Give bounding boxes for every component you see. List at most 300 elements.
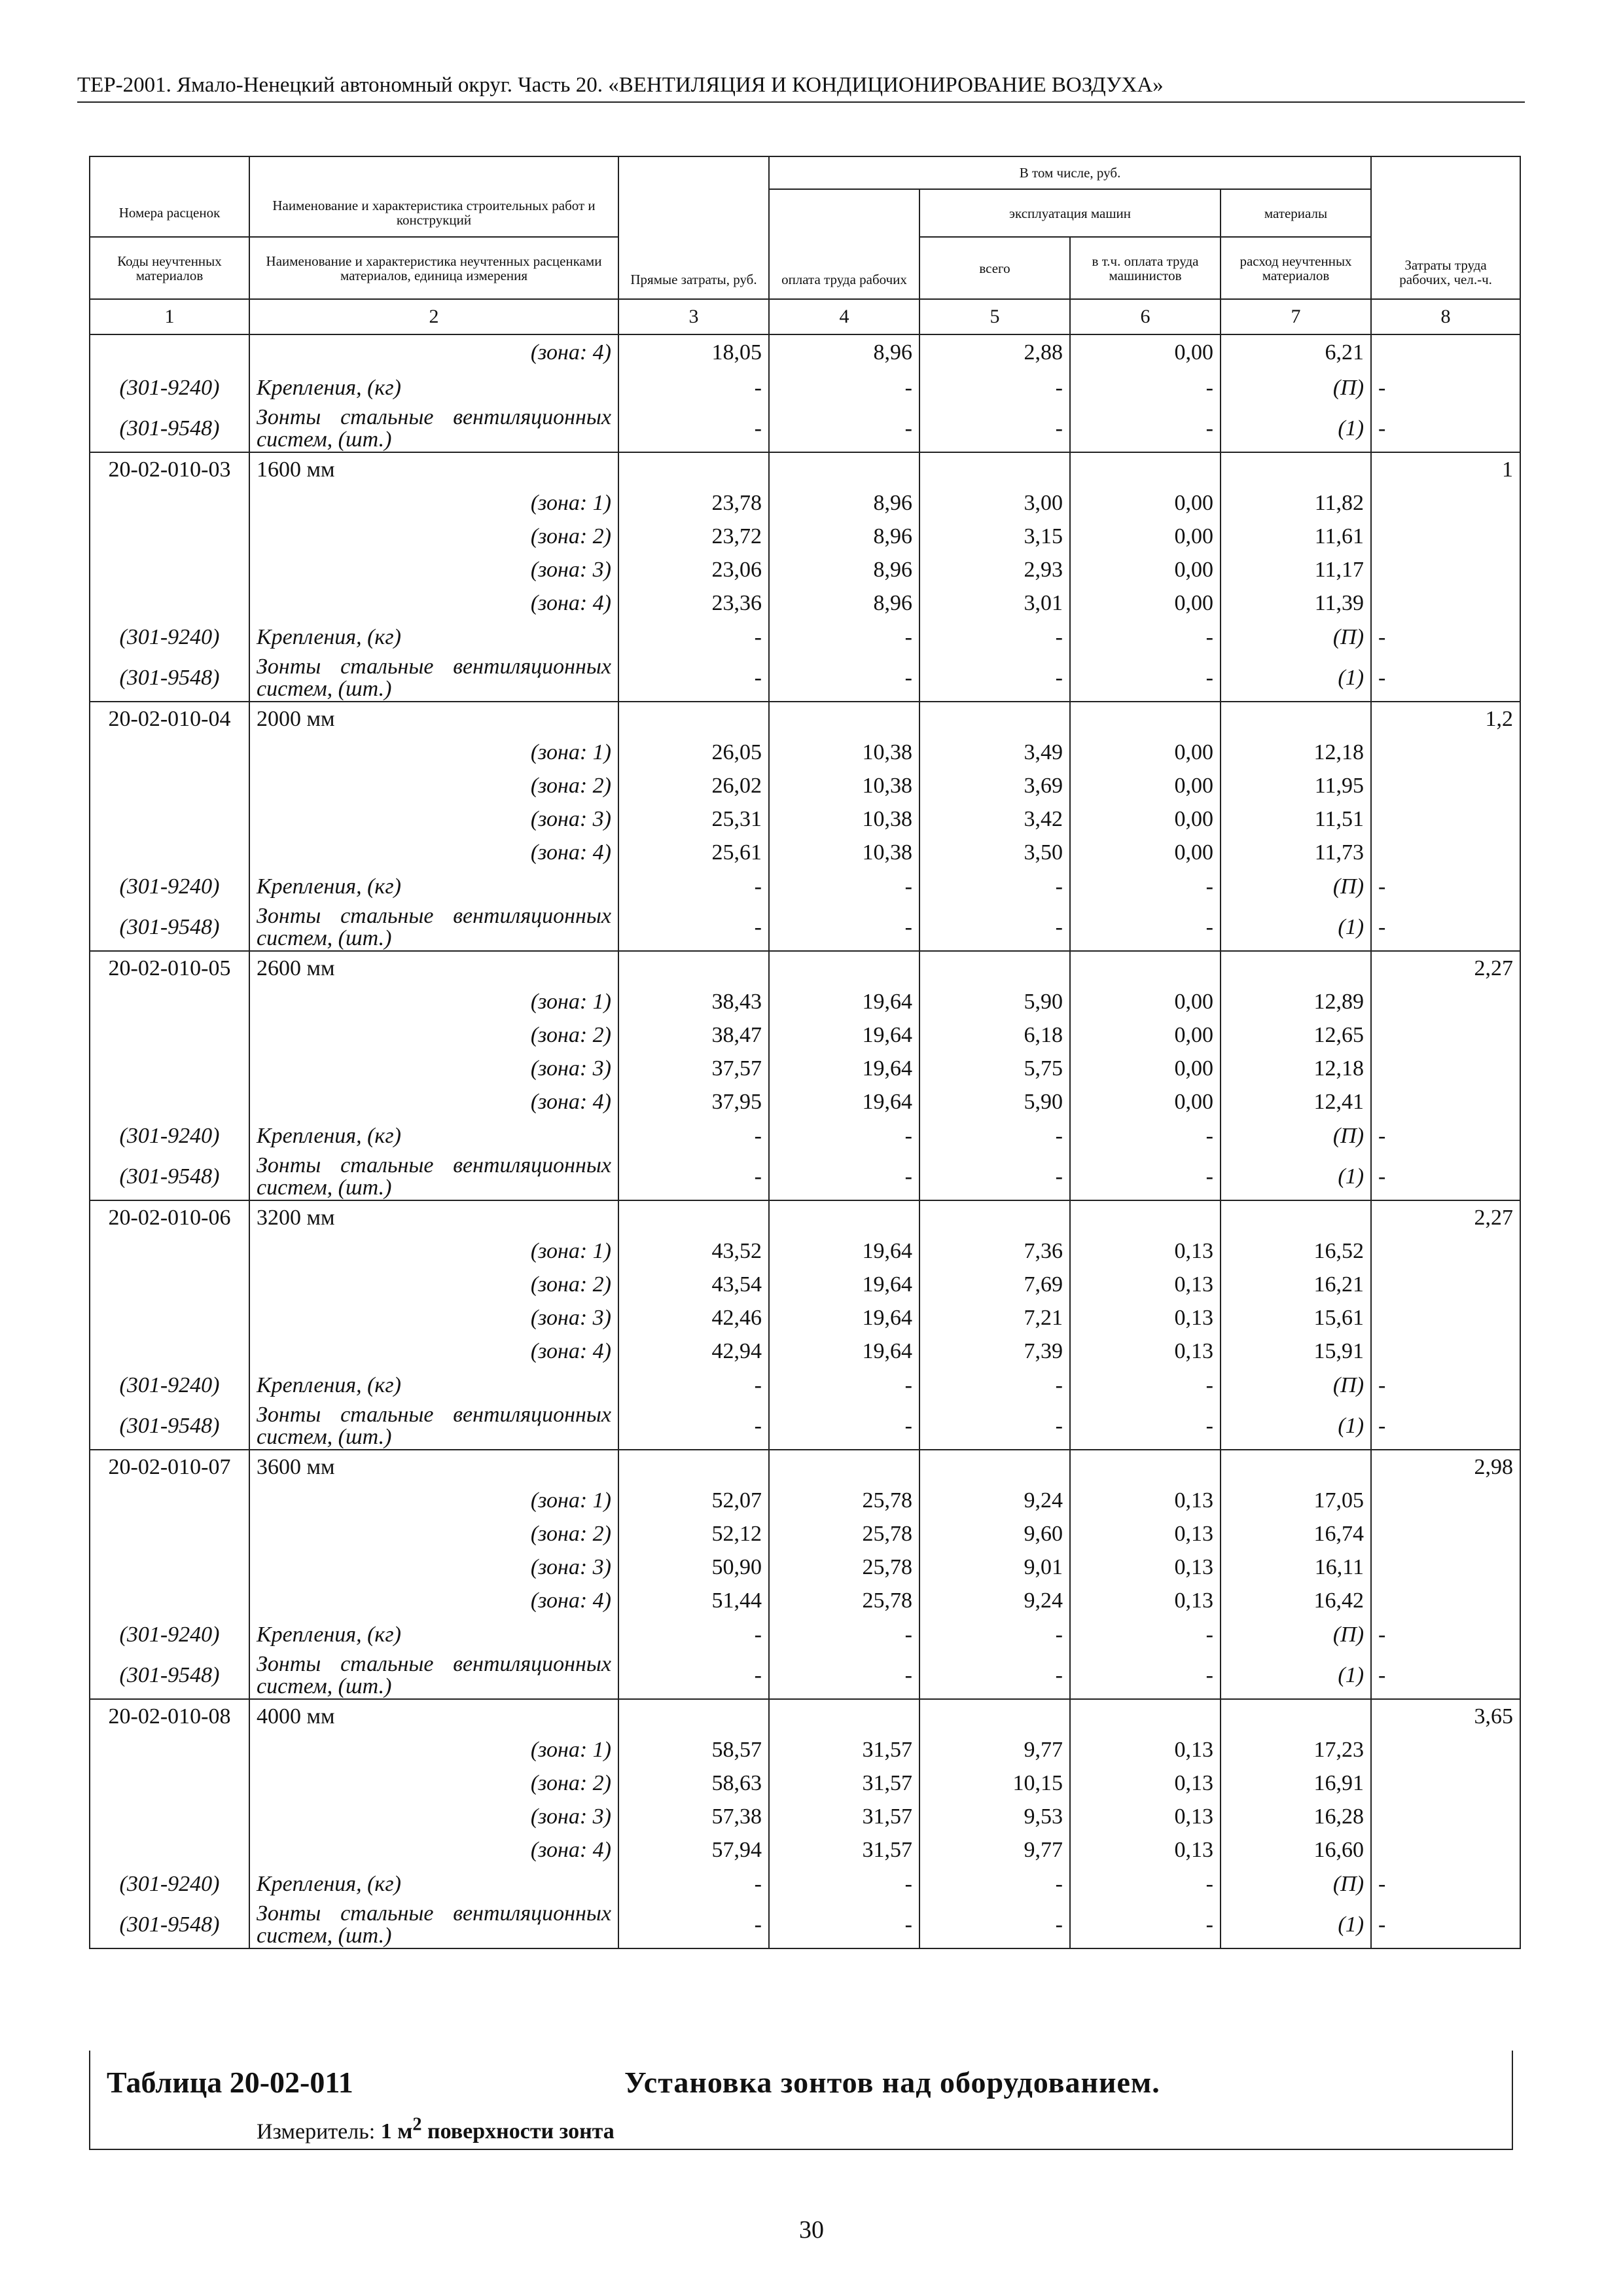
zone-label: (зона: 3) [249,1301,618,1335]
machinists-wages: 0,13 [1070,1733,1221,1767]
col-number: 3 [618,299,769,334]
col-material-names: Наименование и характеристика неучтенных расценками материалов, единица измерения [249,237,618,299]
machinists-wages: 0,00 [1070,736,1221,769]
materials: 15,91 [1221,1335,1371,1368]
rate-title-row [90,702,1520,736]
dash: - [618,1867,769,1901]
zone-row [90,836,1520,869]
material-name: Зонты стальные вентиляционных систем, (шт.) [249,1652,618,1699]
material-row [90,869,1520,904]
material-name: Крепления, (кг) [249,1119,618,1153]
wages: 19,64 [769,1052,919,1085]
zone-row [90,553,1520,586]
wages: 8,96 [769,520,919,553]
material-code: (301-9240) [90,869,249,904]
machinists-wages: 0,13 [1070,1551,1221,1584]
dash: - [618,1368,769,1403]
wages: 19,64 [769,985,919,1018]
dash: - [919,1368,1070,1403]
zone-row [90,802,1520,836]
table-measure [257,2115,615,2144]
wages: 31,57 [769,1733,919,1767]
col-rate-numbers: Номера расценок [90,189,249,237]
direct-costs: 18,05 [618,334,769,370]
dash: - [919,904,1070,951]
col-materials-group: материалы [1221,189,1371,237]
wages: 25,78 [769,1517,919,1551]
measure-sup: 2 [412,2115,422,2135]
dash: - [769,904,919,951]
dash: - [1371,1368,1520,1403]
dash: - [769,869,919,904]
zone-label: (зона: 1) [249,486,618,520]
work-name: 1600 мм [249,452,618,486]
dash: - [1371,1867,1520,1901]
col-number: 7 [1221,299,1371,334]
material-name: Зонты стальные вентиляционных систем, (шт.) [249,1403,618,1450]
machinists-wages: 0,13 [1070,1833,1221,1867]
materials: 11,51 [1221,802,1371,836]
machinists-wages: 0,13 [1070,1335,1221,1368]
col-number: 4 [769,299,919,334]
zone-row [90,1584,1520,1617]
machines-total: 3,69 [919,769,1070,802]
dash: - [1371,1617,1520,1652]
dash: - [769,1617,919,1652]
materials: 16,11 [1221,1551,1371,1584]
machinists-wages: 0,13 [1070,1301,1221,1335]
dash: - [618,370,769,405]
dash: - [769,1652,919,1699]
dash: - [769,1368,919,1403]
materials: 12,18 [1221,736,1371,769]
dash: - [1371,1652,1520,1699]
dash: - [1371,1403,1520,1450]
zone-label: (зона: 2) [249,520,618,553]
dash: - [1070,1901,1221,1948]
material-mark: (П) [1221,370,1371,405]
machines-total: 9,01 [919,1551,1070,1584]
material-code: (301-9548) [90,405,249,452]
zone-row [90,1551,1520,1584]
dash: - [1371,869,1520,904]
zone-row [90,1800,1520,1833]
rate-block-continued [90,334,1520,452]
dash: - [919,620,1070,655]
dash: - [1070,1119,1221,1153]
materials: 16,42 [1221,1584,1371,1617]
material-code: (301-9240) [90,1617,249,1652]
labor-costs: 2,98 [1371,1450,1520,1484]
machinists-wages: 0,13 [1070,1767,1221,1800]
dash: - [769,405,919,452]
dash: - [769,370,919,405]
zone-label: (зона: 3) [249,553,618,586]
materials: 11,95 [1221,769,1371,802]
material-name: Крепления, (кг) [249,1368,618,1403]
zone-row [90,1335,1520,1368]
machines-total: 3,15 [919,520,1070,553]
zone-label: (зона: 4) [249,1085,618,1119]
direct-costs: 37,57 [618,1052,769,1085]
direct-costs: 52,07 [618,1484,769,1517]
dash: - [769,1119,919,1153]
materials: 16,21 [1221,1268,1371,1301]
material-name: Зонты стальные вентиляционных систем, (шт.) [249,655,618,702]
wages: 10,38 [769,736,919,769]
materials: 6,21 [1221,334,1371,370]
machinists-wages: 0,13 [1070,1584,1221,1617]
material-mark: (1) [1221,1153,1371,1200]
zone-row [90,334,1520,370]
dash: - [618,1119,769,1153]
zone-label: (зона: 1) [249,1234,618,1268]
measure-value: 1 м [380,2119,413,2144]
material-mark: (1) [1221,1403,1371,1450]
wages: 10,38 [769,769,919,802]
labor-costs: 1 [1371,452,1520,486]
machines-total: 3,42 [919,802,1070,836]
machinists-wages: 0,00 [1070,486,1221,520]
material-name: Крепления, (кг) [249,1617,618,1652]
dash: - [919,1867,1070,1901]
direct-costs: 23,36 [618,586,769,620]
labor-costs: 3,65 [1371,1699,1520,1733]
materials: 11,39 [1221,586,1371,620]
dash: - [769,655,919,702]
direct-costs: 37,95 [618,1085,769,1119]
rate-title-row [90,951,1520,985]
material-row [90,1403,1520,1450]
dash: - [1070,655,1221,702]
labor-costs: 2,27 [1371,951,1520,985]
zone-label: (зона: 4) [249,1584,618,1617]
zone-row [90,769,1520,802]
machinists-wages: 0,00 [1070,553,1221,586]
material-row [90,904,1520,951]
machines-total: 7,69 [919,1268,1070,1301]
col-wages: оплата труда рабочих [769,189,919,299]
dash: - [919,405,1070,452]
material-row [90,370,1520,405]
wages: 19,64 [769,1085,919,1119]
zone-row [90,736,1520,769]
machines-total: 7,21 [919,1301,1070,1335]
material-code: (301-9240) [90,1119,249,1153]
material-code: (301-9240) [90,370,249,405]
dash: - [769,1867,919,1901]
machines-total: 9,24 [919,1584,1070,1617]
table-head [90,156,1520,334]
dash: - [919,1652,1070,1699]
direct-costs: 58,63 [618,1767,769,1800]
material-code: (301-9548) [90,1153,249,1200]
material-code: (301-9240) [90,1867,249,1901]
rate-title-row [90,1200,1520,1234]
machinists-wages: 0,13 [1070,1800,1221,1833]
wages: 19,64 [769,1234,919,1268]
zone-label: (зона: 1) [249,1484,618,1517]
direct-costs: 25,61 [618,836,769,869]
dash: - [1070,370,1221,405]
col-number: 2 [249,299,618,334]
machinists-wages: 0,00 [1070,334,1221,370]
materials: 11,73 [1221,836,1371,869]
zone-label: (зона: 1) [249,1733,618,1767]
material-code: (301-9548) [90,1652,249,1699]
dash: - [618,1403,769,1450]
material-name: Крепления, (кг) [249,370,618,405]
rate-code: 20-02-010-04 [90,702,249,736]
col-machines-total: всего [919,237,1070,299]
next-table-caption [89,2051,1513,2150]
rates-table [89,156,1521,1949]
direct-costs: 43,54 [618,1268,769,1301]
work-name: 3200 мм [249,1200,618,1234]
dash: - [1371,655,1520,702]
direct-costs: 42,94 [618,1335,769,1368]
material-name: Крепления, (кг) [249,1867,618,1901]
machinists-wages: 0,00 [1070,769,1221,802]
dash: - [618,1617,769,1652]
dash: - [769,1153,919,1200]
material-mark: (П) [1221,1617,1371,1652]
machinists-wages: 0,00 [1070,1085,1221,1119]
rate-block [90,1450,1520,1699]
col-machines-group: эксплуатация машин [919,189,1221,237]
dash: - [919,1901,1070,1948]
direct-costs: 51,44 [618,1584,769,1617]
running-header: ТЕР-2001. Ямало-Ненецкий автономный округ. Часть 20. «ВЕНТИЛЯЦИЯ И КОНДИЦИОНИРОВАНИЕ ВОЗДУХА» [77,73,1525,103]
direct-costs: 42,46 [618,1301,769,1335]
machinists-wages: 0,13 [1070,1484,1221,1517]
machinists-wages: 0,00 [1070,836,1221,869]
dash: - [1070,869,1221,904]
zone-row [90,1085,1520,1119]
dash: - [1070,405,1221,452]
wages: 25,78 [769,1584,919,1617]
direct-costs: 23,72 [618,520,769,553]
dash: - [1371,1153,1520,1200]
material-code: (301-9548) [90,904,249,951]
zone-row [90,586,1520,620]
zone-label: (зона: 3) [249,1052,618,1085]
rate-title-row [90,1450,1520,1484]
machines-total: 5,90 [919,985,1070,1018]
col-number: 1 [90,299,249,334]
materials: 11,61 [1221,520,1371,553]
zone-row [90,486,1520,520]
machines-total: 9,53 [919,1800,1070,1833]
dash: - [1371,370,1520,405]
dash: - [618,405,769,452]
machines-total: 3,50 [919,836,1070,869]
zone-label: (зона: 3) [249,802,618,836]
dash: - [1371,1119,1520,1153]
page-number: 30 [799,2216,824,2244]
zone-label: (зона: 2) [249,1517,618,1551]
work-name: 2600 мм [249,951,618,985]
material-row [90,1652,1520,1699]
table-title: Установка зонтов над оборудованием. [624,2066,1160,2099]
machines-total: 7,36 [919,1234,1070,1268]
materials: 12,65 [1221,1018,1371,1052]
material-mark: (1) [1221,655,1371,702]
machines-total: 6,18 [919,1018,1070,1052]
dash: - [919,1403,1070,1450]
col-number: 6 [1070,299,1221,334]
wages: 19,64 [769,1335,919,1368]
material-row [90,655,1520,702]
machines-total: 7,39 [919,1335,1070,1368]
wages: 31,57 [769,1800,919,1833]
material-mark: (П) [1221,869,1371,904]
rate-title-row [90,1699,1520,1733]
rate-code: 20-02-010-03 [90,452,249,486]
measure-suffix: поверхности зонта [427,2119,615,2144]
machines-total: 9,77 [919,1833,1070,1867]
labor-costs: 1,2 [1371,702,1520,736]
rate-code: 20-02-010-08 [90,1699,249,1733]
machinists-wages: 0,00 [1070,586,1221,620]
material-name: Зонты стальные вентиляционных систем, (шт.) [249,1901,618,1948]
machines-total: 5,90 [919,1085,1070,1119]
dash: - [618,620,769,655]
zone-row [90,1234,1520,1268]
material-code: (301-9548) [90,1901,249,1948]
direct-costs: 26,02 [618,769,769,802]
material-row [90,620,1520,655]
materials: 16,91 [1221,1767,1371,1800]
material-code: (301-9240) [90,1368,249,1403]
machines-total: 3,49 [919,736,1070,769]
zone-label: (зона: 3) [249,1551,618,1584]
zone-row [90,1733,1520,1767]
machines-total: 2,93 [919,553,1070,586]
material-row [90,405,1520,452]
zone-label: (зона: 3) [249,1800,618,1833]
machinists-wages: 0,13 [1070,1268,1221,1301]
zone-label: (зона: 2) [249,1018,618,1052]
wages: 19,64 [769,1268,919,1301]
materials: 15,61 [1221,1301,1371,1335]
machinists-wages: 0,00 [1070,1052,1221,1085]
direct-costs: 52,12 [618,1517,769,1551]
wages: 8,96 [769,334,919,370]
material-row [90,1119,1520,1153]
col-work-name: Наименование и характеристика строительных работ и конструкций [249,189,618,237]
col-direct-costs: Прямые затраты, руб. [618,156,769,299]
zone-row [90,1301,1520,1335]
zone-label: (зона: 4) [249,836,618,869]
material-row [90,1901,1520,1948]
rate-block [90,452,1520,702]
col-number: 5 [919,299,1070,334]
materials: 16,28 [1221,1800,1371,1833]
rate-block [90,1200,1520,1450]
dash: - [1070,1652,1221,1699]
zone-label: (зона: 4) [249,586,618,620]
material-name: Зонты стальные вентиляционных систем, (шт.) [249,405,618,452]
wages: 10,38 [769,802,919,836]
direct-costs: 25,31 [618,802,769,836]
direct-costs: 57,94 [618,1833,769,1867]
direct-costs: 38,47 [618,1018,769,1052]
machines-total: 9,24 [919,1484,1070,1517]
materials: 12,18 [1221,1052,1371,1085]
col-materials-usage: расход неучтенных материалов [1221,237,1371,299]
material-mark: (1) [1221,1652,1371,1699]
direct-costs: 50,90 [618,1551,769,1584]
direct-costs: 43,52 [618,1234,769,1268]
materials: 16,60 [1221,1833,1371,1867]
col-labor: Затраты труда рабочих, чел.-ч. [1371,156,1520,299]
col-material-codes: Коды неучтенных материалов [90,237,249,299]
materials: 17,23 [1221,1733,1371,1767]
direct-costs: 23,06 [618,553,769,586]
material-code: (301-9240) [90,620,249,655]
dash: - [1371,1901,1520,1948]
zone-row [90,1833,1520,1867]
machinists-wages: 0,00 [1070,802,1221,836]
dash: - [618,655,769,702]
dash: - [618,1153,769,1200]
material-mark: (1) [1221,904,1371,951]
work-name: 3600 мм [249,1450,618,1484]
rate-block [90,951,1520,1200]
dash: - [769,1901,919,1948]
machinists-wages: 0,00 [1070,985,1221,1018]
dash: - [1371,620,1520,655]
dash: - [618,869,769,904]
material-mark: (1) [1221,1901,1371,1948]
zone-label: (зона: 1) [249,736,618,769]
dash: - [769,1403,919,1450]
col-number: 8 [1371,299,1520,334]
dash: - [919,1153,1070,1200]
dash: - [1070,1403,1221,1450]
materials: 11,82 [1221,486,1371,520]
table-number: Таблица 20-02-011 [107,2066,353,2099]
zone-label: (зона: 4) [249,1833,618,1867]
wages: 19,64 [769,1301,919,1335]
col-incl-group: В том числе, руб. [769,156,1371,189]
material-name: Крепления, (кг) [249,620,618,655]
materials: 11,17 [1221,553,1371,586]
machines-total: 10,15 [919,1767,1070,1800]
machines-total: 9,60 [919,1517,1070,1551]
material-name: Зонты стальные вентиляционных систем, (шт.) [249,904,618,951]
material-mark: (П) [1221,620,1371,655]
zone-label: (зона: 2) [249,769,618,802]
machines-total: 5,75 [919,1052,1070,1085]
zone-label: (зона: 2) [249,1268,618,1301]
rate-code: 20-02-010-06 [90,1200,249,1234]
dash: - [919,370,1070,405]
material-code: (301-9548) [90,1403,249,1450]
direct-costs: 57,38 [618,1800,769,1833]
dash: - [1070,1368,1221,1403]
rate-title-row [90,452,1520,486]
dash: - [769,620,919,655]
material-row [90,1153,1520,1200]
machines-total: 9,77 [919,1733,1070,1767]
direct-costs: 26,05 [618,736,769,769]
wages: 8,96 [769,553,919,586]
dash: - [1070,620,1221,655]
rate-code: 20-02-010-07 [90,1450,249,1484]
material-mark: (1) [1221,405,1371,452]
